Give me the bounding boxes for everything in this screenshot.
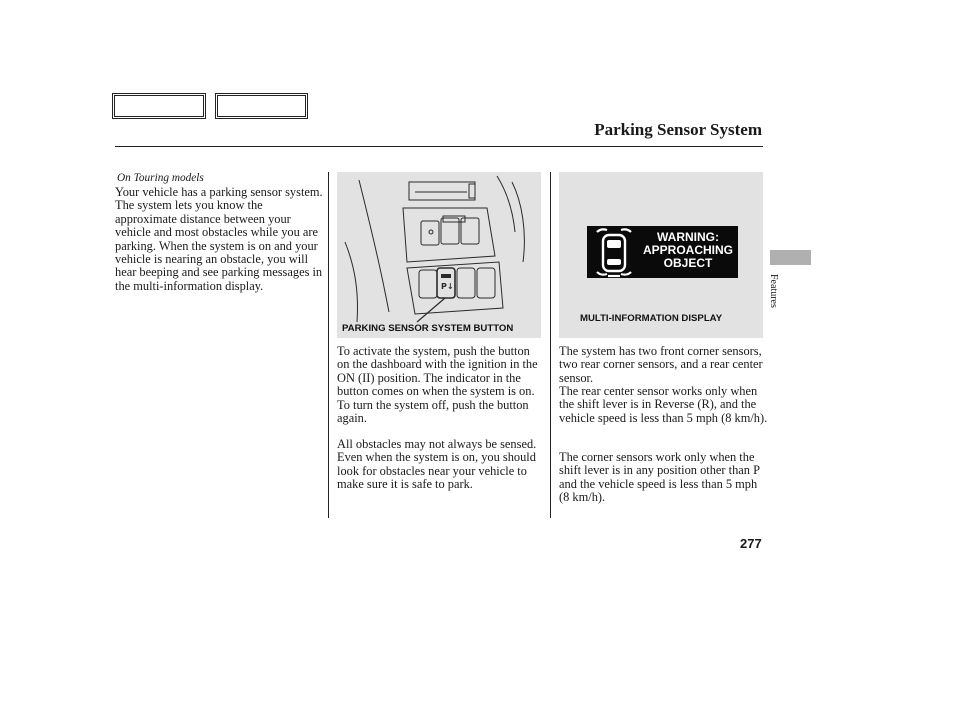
activation-paragraph: To activate the system, push the button on the dashboard with the ignition in the ON (II) position. The indicator in the button comes on when the system is on. To turn the system off, push the button again. [337, 344, 538, 426]
nav-box-main-menu[interactable] [112, 93, 206, 119]
svg-text:P↓: P↓ [441, 282, 454, 291]
rear-center-sensor-paragraph: The rear center sensor works only when the shift lever is in Reverse (R), and the vehicle speed is less than 5 mph (8 km/h). [559, 384, 768, 425]
dashboard-illustration [337, 172, 541, 338]
parking-sensor-button-figure [337, 172, 541, 338]
model-note: On Touring models [117, 172, 204, 184]
header-rule [115, 146, 763, 147]
section-tab[interactable] [770, 250, 811, 265]
corner-sensor-paragraph: The corner sensors work only when the shift lever is in any position other than P and the vehicle speed is less than 5 mph (8 km/h). [559, 450, 760, 505]
obstacle-warning-paragraph: All obstacles may not always be sensed. Even when the system is on, you should look for obstacles near your vehicle to make sure it is safe to park. [337, 437, 537, 492]
nav-box-table-of-contents[interactable] [215, 93, 308, 119]
page-number: 277 [740, 536, 762, 551]
warning-line-2: APPROACHING [642, 243, 733, 257]
car-top-view-icon [589, 226, 639, 278]
button-figure-caption: PARKING SENSOR SYSTEM BUTTON [342, 323, 514, 334]
section-label: Features [768, 274, 779, 308]
warning-line-3: OBJECT [663, 256, 713, 270]
column-divider-left [328, 172, 329, 518]
warning-message [638, 231, 738, 270]
sensor-count-paragraph: The system has two front corner sensors, two rear corner sensors, and a rear center sensor. [559, 344, 763, 385]
column-divider-right [550, 172, 551, 518]
display-figure-caption: MULTI-INFORMATION DISPLAY [580, 313, 723, 324]
warning-line-1: WARNING: [657, 230, 719, 244]
intro-paragraph: Your vehicle has a parking sensor system. The system lets you know the approximate distance between your vehicle and most obstacles while you are parking. When the system is on and your vehicle is nearing an obstacle, you will hear beeping and see parking messages in the multi-information display. [115, 185, 323, 293]
page-title: Parking Sensor System [594, 120, 762, 139]
